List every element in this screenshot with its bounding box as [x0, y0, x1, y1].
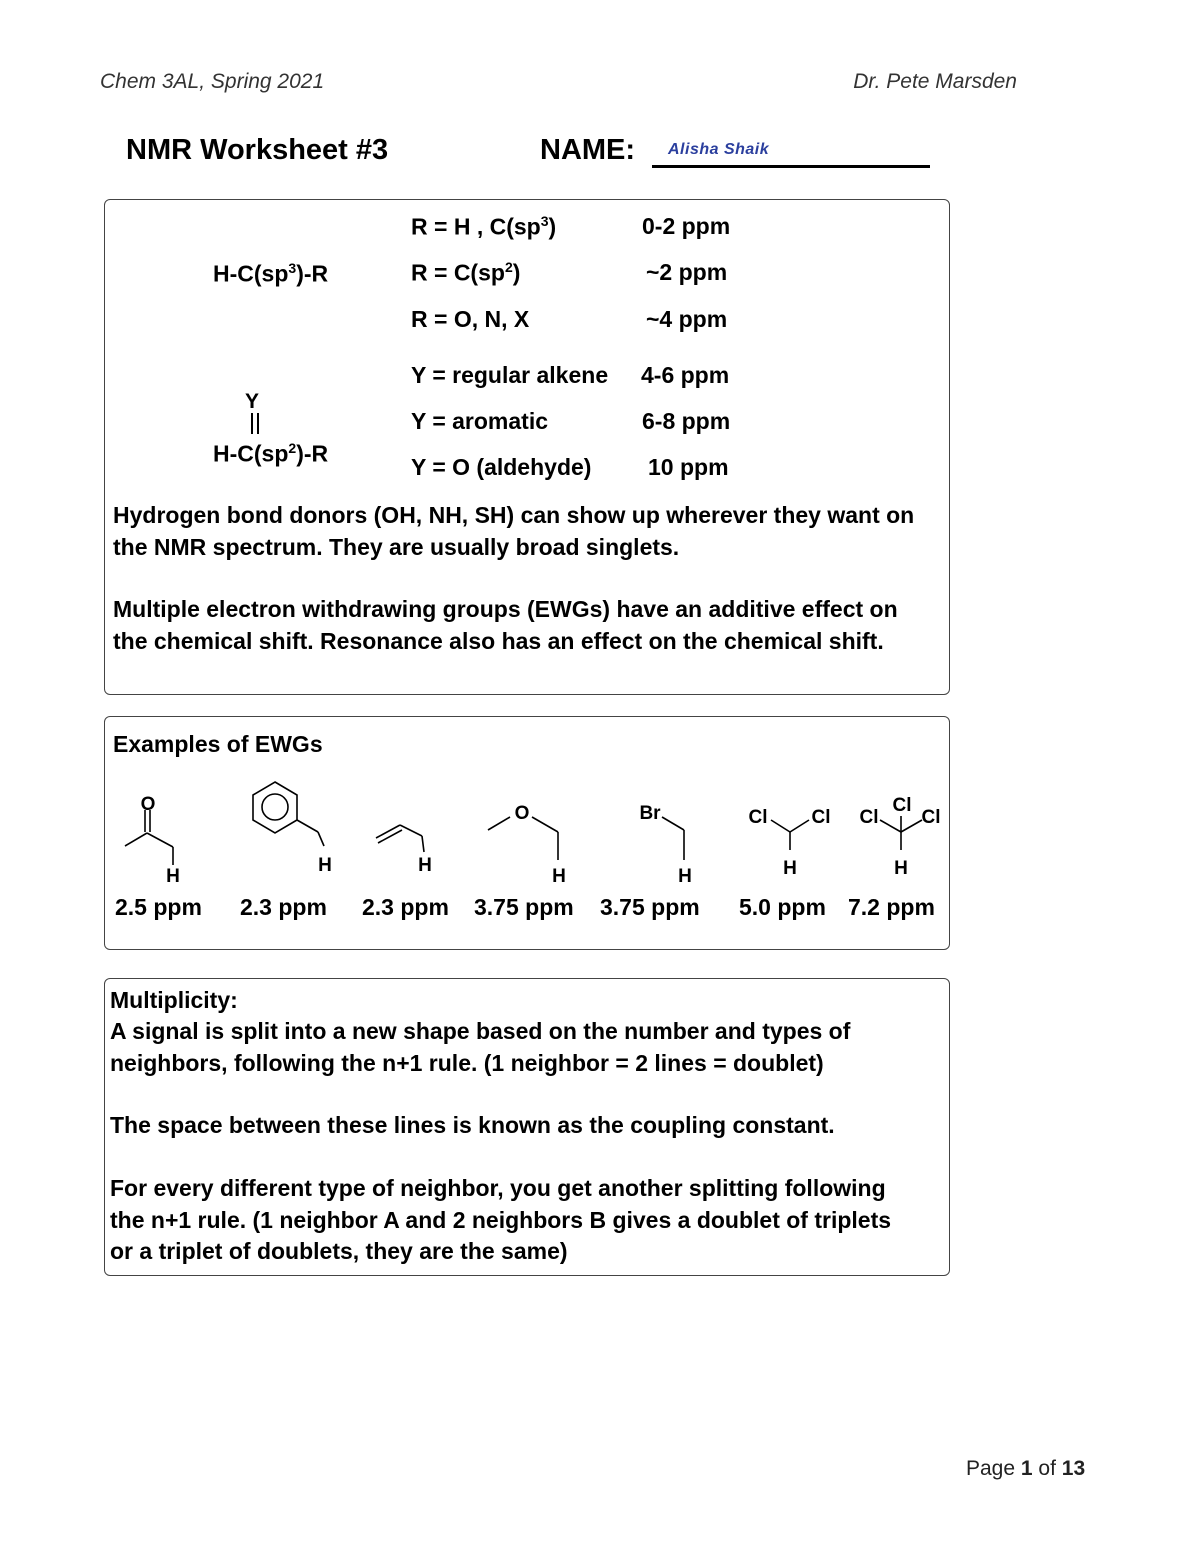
sp3-condition-3: R = O, N, X: [411, 306, 530, 332]
sp2-shift-1: 4-6 ppm: [641, 362, 730, 388]
y-substituent-label: Y: [245, 390, 260, 413]
bromomethyl-shift: 3.75 ppm: [600, 894, 700, 920]
hydrogen-bond-note: Hydrogen bond donors (OH, NH, SH) can show up wherever they want on the NMR spectrum. They are usually broad singlets.: [113, 502, 915, 560]
instructor-header: Dr. Pete Marsden: [853, 70, 1017, 93]
page-number: Page 1 of 13: [966, 1457, 1086, 1480]
sp3-shift-3: ~4 ppm: [646, 306, 728, 332]
sp2-shift-3: 10 ppm: [648, 454, 729, 480]
name-label: NAME:: [540, 134, 636, 166]
double-bond-icon: [248, 412, 262, 436]
bromomethyl-h-label: H: [678, 866, 692, 887]
sp2-condition-2: Y = aromatic: [411, 408, 549, 434]
multiplicity-heading: Multiplicity:: [110, 987, 238, 1013]
trichloro-h-label: H: [894, 858, 908, 879]
course-header: Chem 3AL, Spring 2021: [100, 70, 325, 93]
sp3-label: $H-C(sp^3)-R$: [213, 260, 329, 287]
dichloro-h-label: H: [783, 858, 797, 879]
sp2-label: $H-C(sp^2)-R$: [213, 440, 329, 467]
benzyl-shift: 2.3 ppm: [240, 894, 327, 920]
carbonyl-oxygen-label: O: [140, 794, 156, 815]
dichloromethyl-shift: 5.0 ppm: [739, 894, 826, 920]
ewg-examples-title: Examples of EWGs: [113, 731, 323, 757]
ether-oxygen-label: O: [514, 803, 530, 824]
allyl-shift: 2.3 ppm: [362, 894, 449, 920]
name-value[interactable]: Alisha Shaik: [668, 141, 770, 158]
trichloro-cl-left-label: Cl: [859, 807, 879, 828]
dichloro-cl-right-label: Cl: [811, 807, 831, 828]
multiplicity-paragraph-1: A signal is split into a new shape based on the number and types of neighbors, following the n+1 rule. (1 neighbor = 2 lines = doublet): [110, 1018, 851, 1076]
multiplicity-paragraph-2: The space between these lines is known as the coupling constant.: [110, 1112, 835, 1138]
name-underline: [652, 165, 930, 168]
trichloromethyl-shift: 7.2 ppm: [848, 894, 935, 920]
sp3-shift-1: 0-2 ppm: [642, 213, 731, 239]
trichloro-cl-right-label: Cl: [921, 807, 941, 828]
sp2-condition-1: Y = regular alkene: [411, 362, 609, 388]
acetone-h-label: H: [166, 866, 180, 887]
ether-shift: 3.75 ppm: [474, 894, 574, 920]
trichloro-cl-top-label: Cl: [892, 795, 912, 816]
sp3-condition-1: R = H , $C(sp^3)$: [411, 213, 557, 240]
benzyl-h-label: H: [318, 855, 332, 876]
worksheet-title: NMR Worksheet #3: [126, 134, 389, 166]
sp2-shift-2: 6-8 ppm: [642, 408, 731, 434]
sp3-shift-2: ~2 ppm: [646, 259, 728, 285]
sp3-condition-2: $R = C(sp^2)$: [411, 259, 521, 286]
sp2-condition-3: Y = O (aldehyde): [411, 454, 592, 480]
dichloro-cl-left-label: Cl: [748, 807, 768, 828]
multiplicity-paragraph-3: For every different type of neighbor, you get another splitting following the n+1 rule. (1 neighbor A and 2 neighbors B gives a doublet of triplets or a triplet of doublets, they are the same): [110, 1175, 892, 1264]
ewg-structures: [110, 780, 950, 890]
ewg-additive-note: Multiple electron withdrawing groups (EWGs) have an additive effect on the chemical shift. Resonance also has an effect on the chemical shift.: [113, 596, 898, 654]
acetone-shift: 2.5 ppm: [115, 894, 202, 920]
bromine-label: Br: [639, 803, 661, 824]
ether-h-label: H: [552, 866, 566, 887]
allyl-h-label: H: [418, 855, 432, 876]
